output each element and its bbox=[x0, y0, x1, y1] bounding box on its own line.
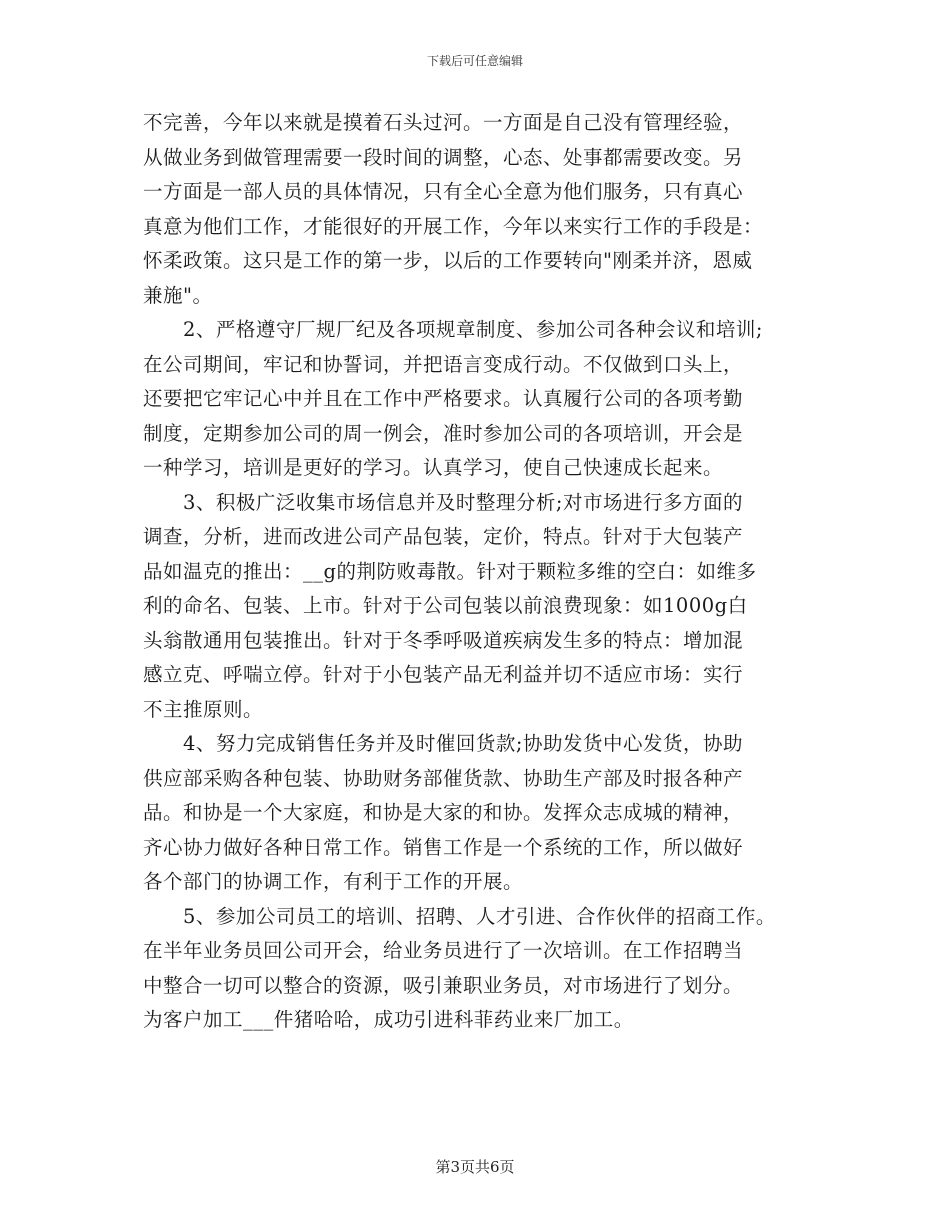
text-line: 5、参加公司员工的培训、招聘、人才引进、合作伙伴的招商工作。 bbox=[143, 904, 776, 928]
text-line: 为客户加工___件猪哈哈，成功引进科菲药业来厂加工。 bbox=[143, 1008, 634, 1031]
text-line: 怀柔政策。这只是工作的第一步，以后的工作要转向"刚柔并济，恩威 bbox=[143, 249, 753, 272]
text-line: 不主推原则。 bbox=[143, 697, 264, 721]
text-line: 利的命名、包装、上市。针对于公司包装以前浪费现象：如1000g白 bbox=[143, 594, 748, 617]
text-line: 齐心协力做好各种日常工作。销售工作是一个系统的工作，所以做好 bbox=[143, 835, 744, 859]
text-line: 在半年业务员回公司开会，给业务员进行了一次培训。在工作招聘当 bbox=[143, 939, 744, 962]
text-line: 在公司期间，牢记和协誓词，并把语言变成行动。不仅做到口头上， bbox=[143, 352, 744, 376]
text-line: 从做业务到做管理需要一段时间的调整，心态、处事都需要改变。另 bbox=[143, 145, 744, 169]
text-line: 还要把它牢记心中并且在工作中严格要求。认真履行公司的各项考勤 bbox=[143, 387, 744, 410]
text-line: 一种学习，培训是更好的学习。认真学习，使自己快速成长起来。 bbox=[143, 456, 724, 479]
text-line: 供应部采购各种包装、协助财务部催货款、协助生产部及时报各种产 bbox=[143, 766, 744, 790]
page-header: 下载后可任意编辑 bbox=[426, 54, 523, 68]
text-line: 头翁散通用包装推出。针对于冬季呼吸道疾病发生多的特点：增加混 bbox=[143, 628, 744, 652]
text-line: 不完善，今年以来就是摸着石头过河。一方面是自己没有管理经验， bbox=[143, 111, 744, 134]
text-line: 4、努力完成销售任务并及时催回货款;协助发货中心发货，协助 bbox=[143, 732, 743, 755]
page-footer: 第3页共6页 bbox=[435, 1158, 515, 1176]
text-line: 品。和协是一个大家庭，和协是大家的和协。发挥众志成城的精神， bbox=[143, 801, 744, 824]
text-line: 真意为他们工作，才能很好的开展工作，今年以来实行工作的手段是： bbox=[143, 214, 764, 238]
document-body bbox=[143, 106, 833, 1038]
text-line: 一方面是一部人员的具体情况，只有全心全意为他们服务，只有真心 bbox=[143, 180, 744, 203]
text-line: 兼施"。 bbox=[143, 283, 213, 307]
text-line: 感立克、呼喘立停。针对于小包装产品无利益并切不适应市场：实行 bbox=[143, 663, 744, 686]
text-line: 3、积极广泛收集市场信息并及时整理分析;对市场进行多方面的 bbox=[143, 490, 743, 514]
text-line: 调查，分析，进而改进公司产品包装，定价，特点。针对于大包装产 bbox=[143, 525, 744, 548]
text-line: 制度，定期参加公司的周一例会，准时参加公司的各项培训，开会是 bbox=[143, 421, 744, 445]
text-line: 各个部门的协调工作，有利于工作的开展。 bbox=[143, 870, 524, 893]
text-line: 中整合一切可以整合的资源，吸引兼职业务员，对市场进行了划分。 bbox=[143, 973, 744, 997]
text-line: 品如温克的推出：__g的荆防败毒散。针对于颗粒多维的空白：如维多 bbox=[143, 559, 757, 583]
text-line: 2、严格遵守厂规厂纪及各项规章制度、参加公司各种会议和培训; bbox=[143, 318, 763, 341]
